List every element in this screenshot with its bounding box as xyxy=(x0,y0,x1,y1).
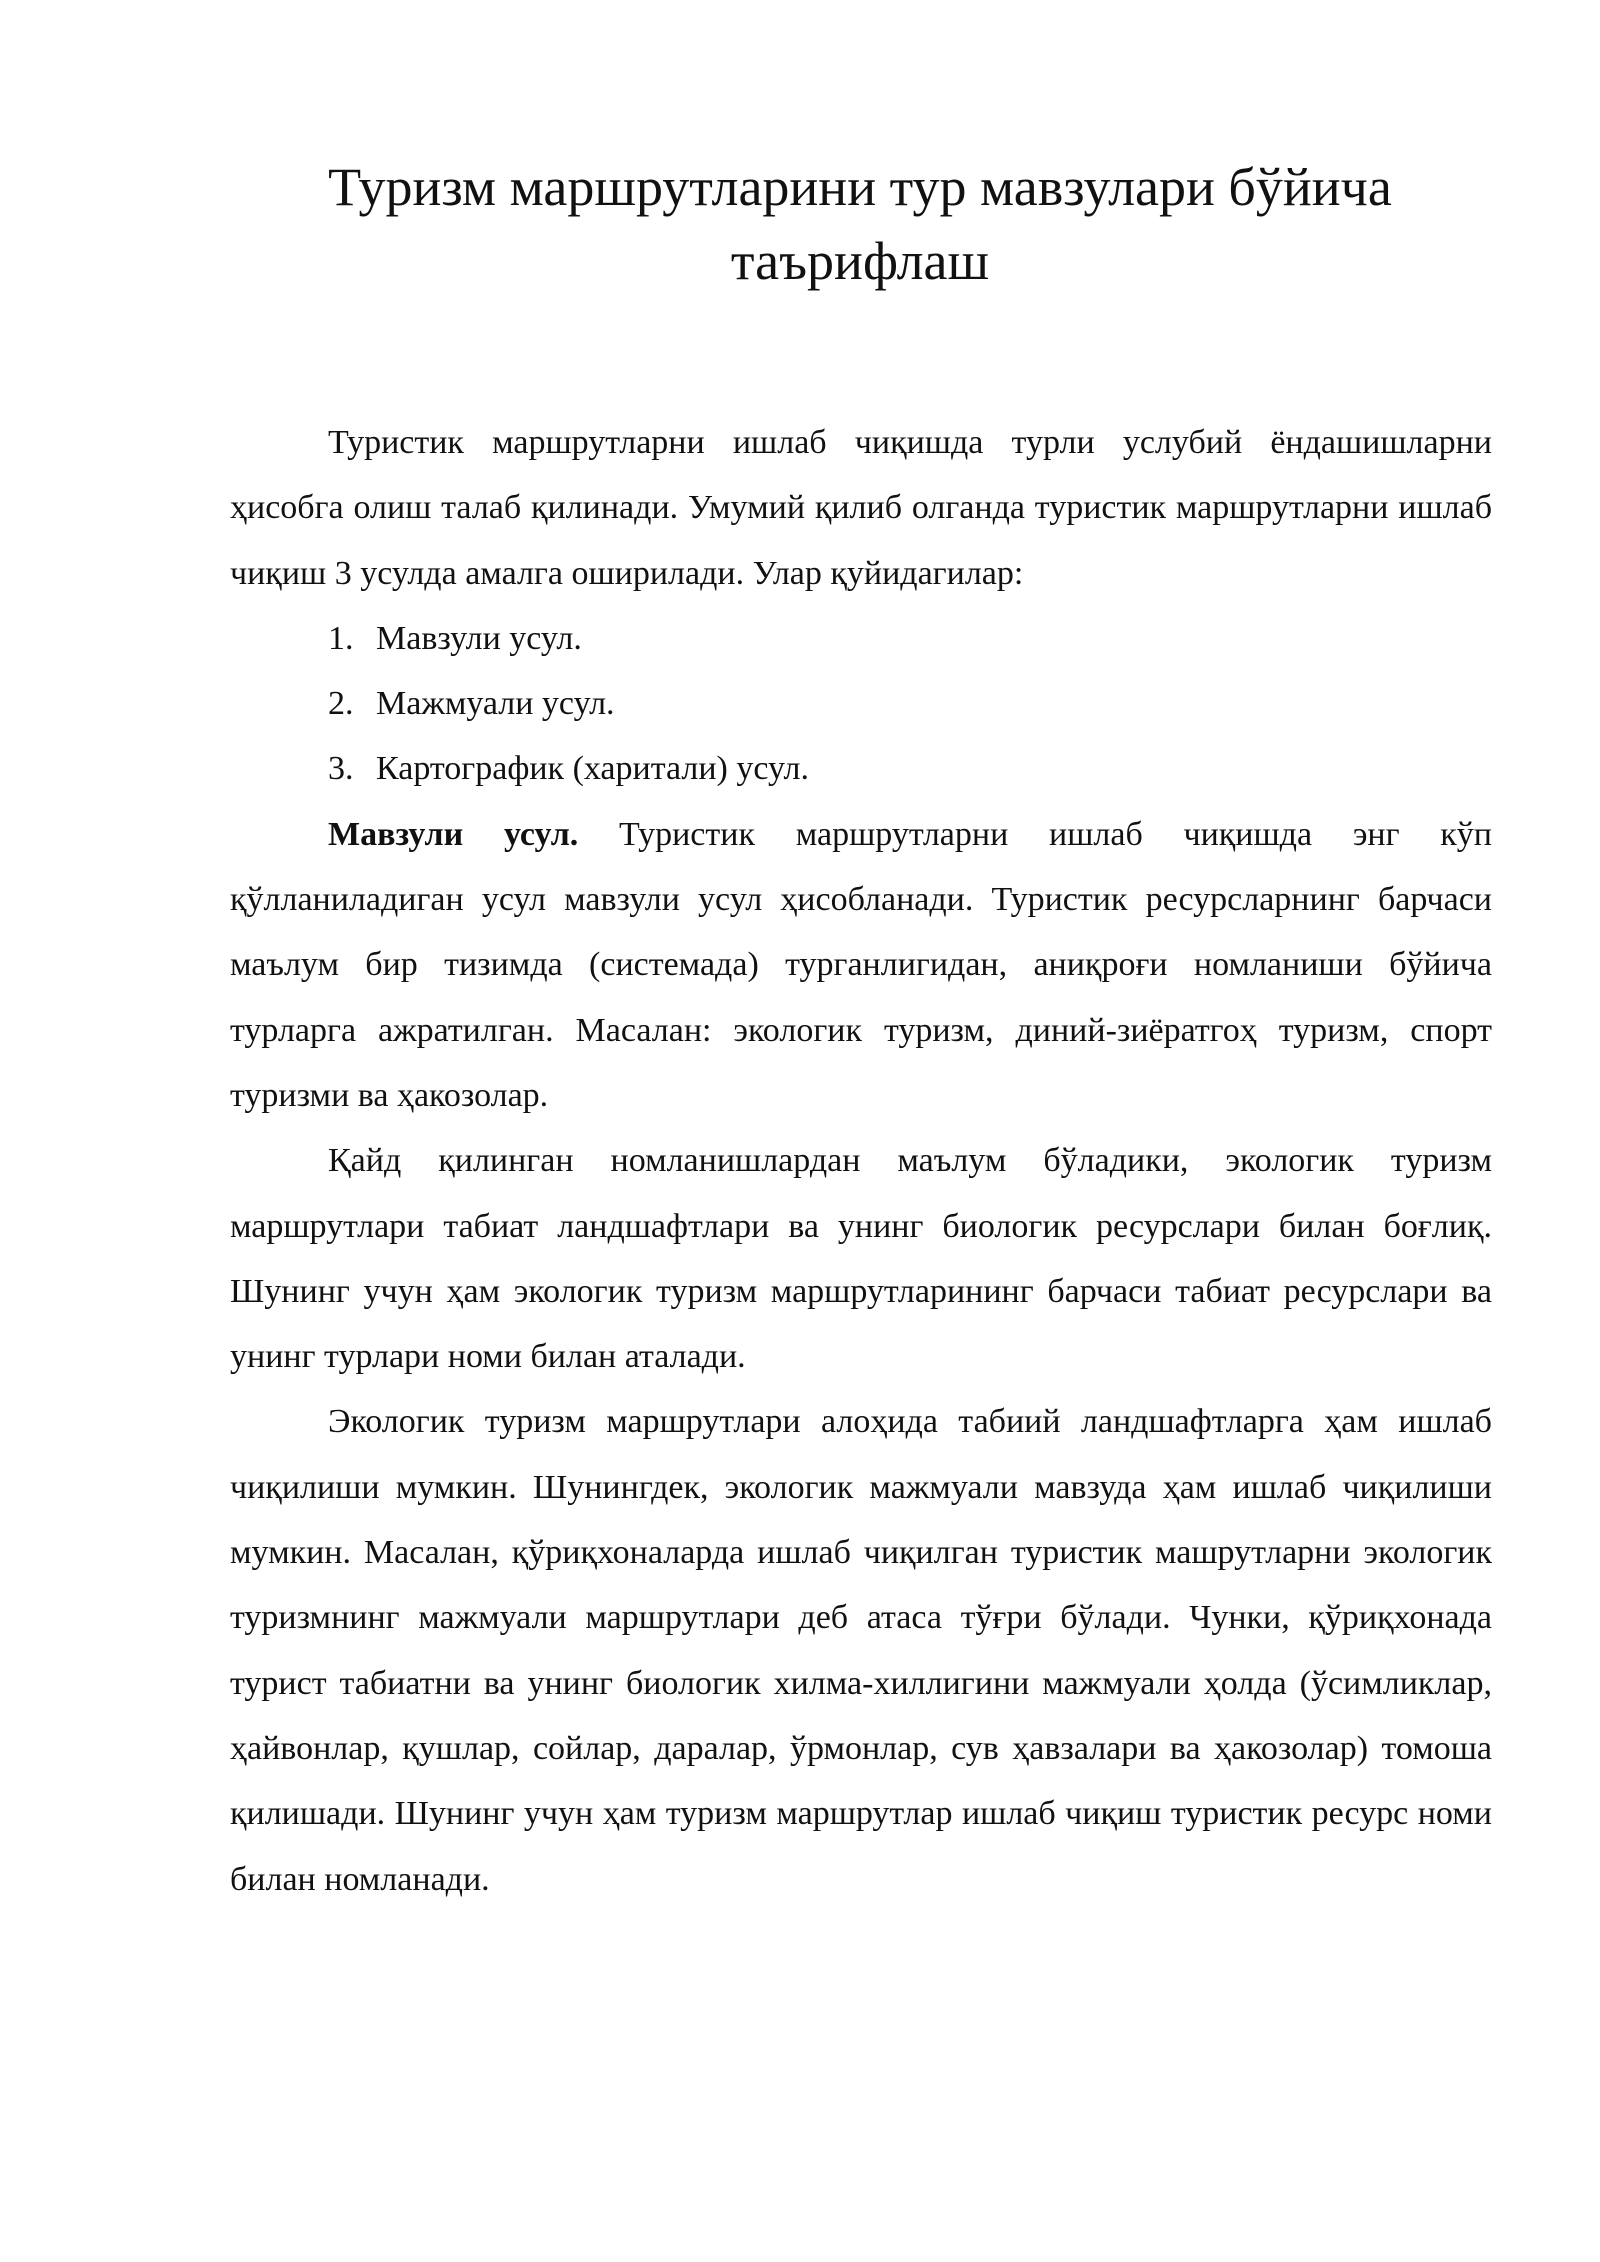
section-text: Туристик маршрутларни ишлаб чиқишда энг кўп қўлланиладиган усул мавзули усул ҳисобланади. Туристик ресурсларнинг барчаси маълум бир тизимда (системада) турганлигидан, аниқроғи номланиши бўйича турларга ажратилган. Масалан: экологик туризм, диний-зиёратгоҳ туризм, спорт туризми ва ҳакозолар. xyxy=(230,815,1493,1114)
list-item xyxy=(230,606,1492,671)
section-heading: Мавзули усул. xyxy=(328,815,579,853)
document-title: Туризм маршрутларини тур мавзулари бўйича таърифлаш xyxy=(328,157,1392,291)
list-item-number: 1. xyxy=(328,619,354,657)
list-item xyxy=(230,671,1492,736)
list-item-text: Мажмуали усул. xyxy=(376,685,615,723)
paragraph-3: Экологик туризм маршрутлари алоҳида табиий ландшафтларга ҳам ишлаб чиқилиши мумкин. Шунингдек, экологик мажмуали мавзуда ҳам ишлаб чиқилиши мумкин. Масалан, қўриқхоналарда ишлаб чиқилган туристик машрутларни экологик туризмнинг мажмуали маршрутлари деб атаса тўғри бўлади. Чунки, қўриқхонада турист табиатни ва унинг биологик хилма-хиллигини мажмуали ҳолда (ўсимликлар, ҳайвонлар, қушлар, сойлар, даралар, ўрмонлар, сув ҳавзалари ва ҳакозолар) томоша қилишади. Шунинг учун ҳам туризм маршрутлар ишлаб чиқиш туристик ресурс номи билан номланади. xyxy=(230,1403,1492,1898)
methods-list xyxy=(230,606,1492,802)
document-body xyxy=(230,410,1492,1912)
list-item-text: Картографик (харитали) усул. xyxy=(376,750,809,788)
section-paragraph xyxy=(230,802,1492,1128)
paragraph-2: Қайд қилинган номланишлардан маълум бўладики, экологик туризм маршрутлари табиат ландшафтлари ва унинг биологик ресурслари билан боғлиқ. Шунинг учун ҳам экологик туризм маршрутларининг барчаси табиат ресурслари ва унинг турлари номи билан аталади. xyxy=(230,1142,1492,1376)
list-item-number: 2. xyxy=(328,685,354,723)
list-item-number: 3. xyxy=(328,750,354,788)
list-item xyxy=(230,736,1492,801)
intro-paragraph: Туристик маршрутларни ишлаб чиқишда турли услубий ёндашишларни ҳисобга олиш талаб қилинади. Умумий қилиб олганда туристик маршрутларни ишлаб чиқиш 3 усулда амалга оширилади. Улар қуйидагилар: xyxy=(230,424,1492,592)
list-item-text: Мавзули усул. xyxy=(376,619,582,657)
